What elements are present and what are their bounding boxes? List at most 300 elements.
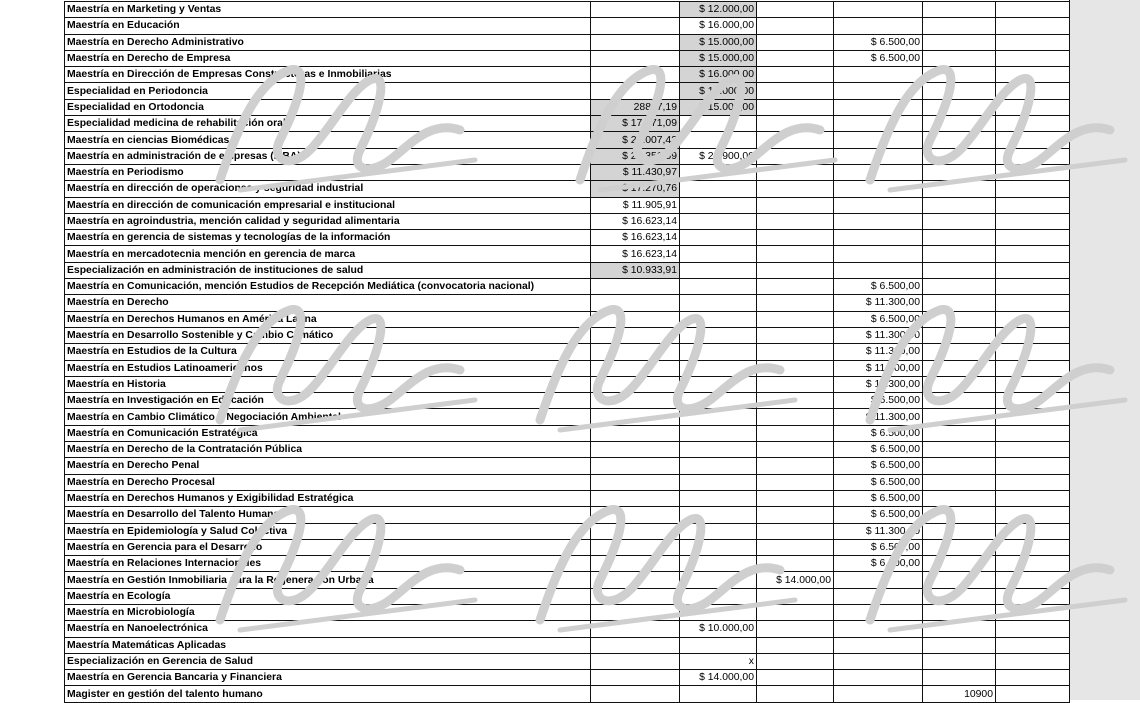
value-cell[interactable]: [591, 507, 680, 523]
value-cell[interactable]: [757, 279, 834, 295]
value-cell[interactable]: [591, 83, 680, 99]
value-cell[interactable]: [923, 230, 996, 246]
value-cell[interactable]: [996, 670, 1070, 686]
value-cell[interactable]: [923, 556, 996, 572]
program-name-cell[interactable]: Maestría en Derecho Administrativo: [65, 34, 591, 50]
value-cell[interactable]: [757, 83, 834, 99]
value-cell[interactable]: [757, 164, 834, 180]
value-cell[interactable]: [680, 376, 757, 392]
program-name-cell[interactable]: Especialidad en Periodoncia: [65, 83, 591, 99]
value-cell[interactable]: [996, 458, 1070, 474]
program-name-cell[interactable]: Maestría en Nanoelectrónica: [65, 621, 591, 637]
value-cell[interactable]: [591, 490, 680, 506]
value-cell[interactable]: [757, 425, 834, 441]
value-cell[interactable]: [923, 132, 996, 148]
value-cell[interactable]: $ 15.000,00: [680, 34, 757, 50]
value-cell[interactable]: [923, 295, 996, 311]
value-cell[interactable]: $ 6.500,00: [834, 539, 923, 555]
value-cell[interactable]: [923, 588, 996, 604]
program-name-cell[interactable]: Maestría en Marketing y Ventas: [65, 2, 591, 18]
program-name-cell[interactable]: Maestría en Gerencia para el Desarrollo: [65, 539, 591, 555]
value-cell[interactable]: $ 21.351,59: [591, 148, 680, 164]
program-name-cell[interactable]: Maestría en Investigación en Educación: [65, 393, 591, 409]
value-cell[interactable]: $ 10.000,00: [680, 621, 757, 637]
value-cell[interactable]: [996, 279, 1070, 295]
program-name-cell[interactable]: Especialidad medicina de rehabilitación oral: [65, 116, 591, 132]
value-cell[interactable]: [757, 213, 834, 229]
value-cell[interactable]: [591, 2, 680, 18]
value-cell[interactable]: [834, 83, 923, 99]
value-cell[interactable]: [923, 213, 996, 229]
value-cell[interactable]: [757, 442, 834, 458]
value-cell[interactable]: [591, 344, 680, 360]
value-cell[interactable]: [680, 197, 757, 213]
value-cell[interactable]: [996, 213, 1070, 229]
program-name-cell[interactable]: Maestría en Derechos Humanos en América Latina: [65, 311, 591, 327]
value-cell[interactable]: [834, 148, 923, 164]
program-name-cell[interactable]: Maestría en Cambio Climático y Negociación Ambiental: [65, 409, 591, 425]
value-cell[interactable]: [996, 164, 1070, 180]
value-cell[interactable]: [923, 507, 996, 523]
value-cell[interactable]: [757, 197, 834, 213]
value-cell[interactable]: $ 17.971,09: [591, 116, 680, 132]
value-cell[interactable]: [591, 653, 680, 669]
value-cell[interactable]: $ 15.000,00: [680, 99, 757, 115]
value-cell[interactable]: [923, 360, 996, 376]
value-cell[interactable]: [996, 523, 1070, 539]
value-cell[interactable]: [834, 246, 923, 262]
value-cell[interactable]: [680, 246, 757, 262]
program-name-cell[interactable]: Maestría Matemáticas Aplicadas: [65, 637, 591, 653]
value-cell[interactable]: [923, 653, 996, 669]
value-cell[interactable]: [923, 164, 996, 180]
value-cell[interactable]: [996, 83, 1070, 99]
value-cell[interactable]: [591, 556, 680, 572]
value-cell[interactable]: [834, 18, 923, 34]
value-cell[interactable]: [834, 197, 923, 213]
value-cell[interactable]: [757, 376, 834, 392]
value-cell[interactable]: [923, 262, 996, 278]
value-cell[interactable]: [591, 458, 680, 474]
value-cell[interactable]: [996, 490, 1070, 506]
value-cell[interactable]: $ 11.300,00: [834, 409, 923, 425]
value-cell[interactable]: [834, 604, 923, 620]
value-cell[interactable]: [834, 230, 923, 246]
value-cell[interactable]: [757, 507, 834, 523]
value-cell[interactable]: [757, 621, 834, 637]
value-cell[interactable]: [680, 327, 757, 343]
value-cell[interactable]: [923, 246, 996, 262]
value-cell[interactable]: [834, 588, 923, 604]
program-name-cell[interactable]: Maestría en Derechos Humanos y Exigibilidad Estratégica: [65, 490, 591, 506]
value-cell[interactable]: [834, 99, 923, 115]
value-cell[interactable]: [591, 18, 680, 34]
value-cell[interactable]: [591, 425, 680, 441]
value-cell[interactable]: [757, 148, 834, 164]
value-cell[interactable]: [680, 262, 757, 278]
value-cell[interactable]: [680, 523, 757, 539]
value-cell[interactable]: [923, 311, 996, 327]
value-cell[interactable]: [757, 653, 834, 669]
value-cell[interactable]: [996, 442, 1070, 458]
value-cell[interactable]: [680, 556, 757, 572]
value-cell[interactable]: [996, 181, 1070, 197]
value-cell[interactable]: [996, 2, 1070, 18]
value-cell[interactable]: [757, 116, 834, 132]
value-cell[interactable]: [591, 670, 680, 686]
value-cell[interactable]: [591, 393, 680, 409]
program-name-cell[interactable]: Maestría en Derecho Procesal: [65, 474, 591, 490]
value-cell[interactable]: [680, 572, 757, 588]
value-cell[interactable]: $ 11.300,00: [834, 376, 923, 392]
value-cell[interactable]: [996, 295, 1070, 311]
value-cell[interactable]: [757, 523, 834, 539]
value-cell[interactable]: [757, 670, 834, 686]
value-cell[interactable]: $ 6.500,00: [834, 442, 923, 458]
value-cell[interactable]: [996, 507, 1070, 523]
value-cell[interactable]: [923, 621, 996, 637]
value-cell[interactable]: [680, 230, 757, 246]
program-name-cell[interactable]: Maestría en Derecho de la Contratación Pública: [65, 442, 591, 458]
value-cell[interactable]: [757, 458, 834, 474]
value-cell[interactable]: [757, 311, 834, 327]
value-cell[interactable]: [680, 490, 757, 506]
value-cell[interactable]: [591, 604, 680, 620]
value-cell[interactable]: [834, 572, 923, 588]
value-cell[interactable]: $ 15.000,00: [680, 50, 757, 66]
value-cell[interactable]: [996, 116, 1070, 132]
value-cell[interactable]: [996, 474, 1070, 490]
value-cell[interactable]: [996, 230, 1070, 246]
value-cell[interactable]: [834, 164, 923, 180]
value-cell[interactable]: [591, 295, 680, 311]
value-cell[interactable]: [996, 99, 1070, 115]
value-cell[interactable]: [591, 588, 680, 604]
program-name-cell[interactable]: Maestría en gerencia de sistemas y tecnologías de la información: [65, 230, 591, 246]
value-cell[interactable]: $ 11.300,00: [834, 360, 923, 376]
value-cell[interactable]: [591, 376, 680, 392]
table-row: [65, 67, 1070, 83]
value-cell[interactable]: [757, 18, 834, 34]
value-cell[interactable]: $ 11.300,00: [834, 295, 923, 311]
program-name-cell[interactable]: Maestría en Epidemiología y Salud Colectiva: [65, 523, 591, 539]
value-cell[interactable]: $ 6.500,00: [834, 474, 923, 490]
value-cell[interactable]: [757, 2, 834, 18]
value-cell[interactable]: [923, 148, 996, 164]
value-cell[interactable]: [591, 621, 680, 637]
program-name-cell[interactable]: Especialización en Gerencia de Salud: [65, 653, 591, 669]
value-cell[interactable]: $ 10.933,91: [591, 262, 680, 278]
program-name-cell[interactable]: Maestría en Estudios de la Cultura: [65, 344, 591, 360]
value-cell[interactable]: [591, 34, 680, 50]
value-cell[interactable]: $ 6.500,00: [834, 458, 923, 474]
value-cell[interactable]: $ 6.500,00: [834, 556, 923, 572]
value-cell[interactable]: $ 6.500,00: [834, 490, 923, 506]
program-name-cell[interactable]: Maestría en dirección de comunicación empresarial e institucional: [65, 197, 591, 213]
program-name-cell[interactable]: Maestría en Gerencia Bancaria y Financiera: [65, 670, 591, 686]
value-cell[interactable]: [996, 376, 1070, 392]
value-cell[interactable]: [996, 425, 1070, 441]
value-cell[interactable]: $ 6.500,00: [834, 34, 923, 50]
value-cell[interactable]: [757, 556, 834, 572]
value-cell[interactable]: $ 16.623,14: [591, 213, 680, 229]
value-cell[interactable]: $ 11.905,91: [591, 197, 680, 213]
value-cell[interactable]: [757, 604, 834, 620]
value-cell[interactable]: [757, 181, 834, 197]
value-cell[interactable]: [591, 572, 680, 588]
value-cell[interactable]: [834, 653, 923, 669]
value-cell[interactable]: [757, 246, 834, 262]
value-cell[interactable]: [680, 507, 757, 523]
value-cell[interactable]: [757, 327, 834, 343]
value-cell[interactable]: [923, 490, 996, 506]
value-cell[interactable]: [923, 523, 996, 539]
program-name-cell[interactable]: Maestría en Derecho: [65, 295, 591, 311]
value-cell[interactable]: [923, 18, 996, 34]
value-cell[interactable]: [923, 670, 996, 686]
value-cell[interactable]: [757, 539, 834, 555]
program-name-cell[interactable]: Maestría en Derecho de Empresa: [65, 50, 591, 66]
value-cell[interactable]: [834, 670, 923, 686]
program-name-cell[interactable]: Maestría en ciencias Biomédicas: [65, 132, 591, 148]
value-cell[interactable]: [923, 604, 996, 620]
table-row: [65, 409, 1070, 425]
program-name-cell[interactable]: Especialización en administración de instituciones de salud: [65, 262, 591, 278]
value-cell[interactable]: [923, 327, 996, 343]
value-cell[interactable]: [680, 637, 757, 653]
value-cell[interactable]: [680, 360, 757, 376]
value-cell[interactable]: [757, 474, 834, 490]
value-cell[interactable]: [757, 262, 834, 278]
value-cell[interactable]: [757, 490, 834, 506]
value-cell[interactable]: $ 6.500,00: [834, 425, 923, 441]
value-cell[interactable]: [996, 539, 1070, 555]
value-cell[interactable]: [591, 539, 680, 555]
program-name-cell[interactable]: Maestría en Dirección de Empresas Constructoras e Inmobiliarias: [65, 67, 591, 83]
value-cell[interactable]: [996, 197, 1070, 213]
value-cell[interactable]: $ 6.500,00: [834, 50, 923, 66]
value-cell[interactable]: [834, 67, 923, 83]
value-cell[interactable]: [996, 637, 1070, 653]
value-cell[interactable]: [996, 327, 1070, 343]
value-cell[interactable]: [923, 181, 996, 197]
value-cell[interactable]: [834, 621, 923, 637]
value-cell[interactable]: [591, 327, 680, 343]
value-cell[interactable]: $ 12.000,00: [680, 83, 757, 99]
value-cell[interactable]: [996, 393, 1070, 409]
value-cell[interactable]: [996, 604, 1070, 620]
value-cell[interactable]: $ 11.430,97: [591, 164, 680, 180]
value-cell[interactable]: $ 6.500,00: [834, 311, 923, 327]
value-cell[interactable]: $ 17.270,76: [591, 181, 680, 197]
value-cell[interactable]: [757, 588, 834, 604]
value-cell[interactable]: $ 24.007,43: [591, 132, 680, 148]
value-cell[interactable]: [996, 409, 1070, 425]
value-cell[interactable]: [757, 393, 834, 409]
value-cell[interactable]: [923, 67, 996, 83]
value-cell[interactable]: [923, 637, 996, 653]
program-name-cell[interactable]: Maestría en Desarrollo Sostenible y Cambio Climático: [65, 327, 591, 343]
value-cell[interactable]: [591, 409, 680, 425]
value-cell[interactable]: $ 6.500,00: [834, 393, 923, 409]
value-cell[interactable]: [923, 474, 996, 490]
value-cell[interactable]: $ 16.000,00: [680, 18, 757, 34]
program-name-cell[interactable]: Magister en gestión del talento humano: [65, 686, 591, 702]
program-name-cell[interactable]: Maestría en mercadotecnia mención en gerencia de marca: [65, 246, 591, 262]
table-row: [65, 116, 1070, 132]
program-name-cell[interactable]: Maestría en agroindustria, mención calidad y seguridad alimentaria: [65, 213, 591, 229]
value-cell[interactable]: $ 6.500,00: [834, 279, 923, 295]
value-cell[interactable]: [923, 2, 996, 18]
program-name-cell[interactable]: Maestría en Historia: [65, 376, 591, 392]
value-cell[interactable]: [680, 295, 757, 311]
program-name-cell[interactable]: Maestría en Relaciones Internacionales: [65, 556, 591, 572]
value-cell[interactable]: $ 11.300,00: [834, 344, 923, 360]
value-cell[interactable]: [996, 360, 1070, 376]
value-cell[interactable]: [996, 621, 1070, 637]
value-cell[interactable]: [923, 409, 996, 425]
value-cell[interactable]: [680, 474, 757, 490]
program-name-cell[interactable]: Maestría en Periodismo: [65, 164, 591, 180]
value-cell[interactable]: [757, 409, 834, 425]
program-name-cell[interactable]: Maestría en Educación: [65, 18, 591, 34]
program-name-cell[interactable]: Especialidad en Ortodoncia: [65, 99, 591, 115]
value-cell[interactable]: $ 16.623,14: [591, 246, 680, 262]
value-cell[interactable]: [996, 34, 1070, 50]
value-cell[interactable]: [591, 474, 680, 490]
program-name-cell[interactable]: Maestría en Comunicación, mención Estudios de Recepción Mediática (convocatoria nacional): [65, 279, 591, 295]
value-cell[interactable]: [834, 213, 923, 229]
value-cell[interactable]: [680, 311, 757, 327]
value-cell[interactable]: [996, 588, 1070, 604]
value-cell[interactable]: $ 16.000,00: [680, 67, 757, 83]
value-cell[interactable]: [680, 344, 757, 360]
value-cell[interactable]: [996, 18, 1070, 34]
value-cell[interactable]: $ 12.000,00: [680, 2, 757, 18]
value-cell[interactable]: [834, 262, 923, 278]
value-cell[interactable]: [757, 344, 834, 360]
value-cell[interactable]: [923, 344, 996, 360]
value-cell[interactable]: [996, 572, 1070, 588]
value-cell[interactable]: [680, 588, 757, 604]
program-name-cell[interactable]: Maestría en Desarrollo del Talento Humano: [65, 507, 591, 523]
value-cell[interactable]: [923, 116, 996, 132]
value-cell[interactable]: [591, 360, 680, 376]
value-cell[interactable]: [834, 116, 923, 132]
value-cell[interactable]: [680, 539, 757, 555]
program-name-cell[interactable]: Maestría en Ecología: [65, 588, 591, 604]
value-cell[interactable]: [834, 132, 923, 148]
value-cell[interactable]: [757, 99, 834, 115]
value-cell[interactable]: $ 14.000,00: [680, 670, 757, 686]
program-name-cell[interactable]: Maestría en Comunicación Estratégica: [65, 425, 591, 441]
value-cell[interactable]: [923, 34, 996, 50]
value-cell[interactable]: [834, 637, 923, 653]
value-cell[interactable]: [757, 637, 834, 653]
value-cell[interactable]: [923, 442, 996, 458]
value-cell[interactable]: 28867,19: [591, 99, 680, 115]
value-cell[interactable]: [996, 246, 1070, 262]
value-cell[interactable]: [757, 34, 834, 50]
value-cell[interactable]: [591, 67, 680, 83]
value-cell[interactable]: [680, 116, 757, 132]
value-cell[interactable]: $ 11.300,00: [834, 523, 923, 539]
value-cell[interactable]: [591, 523, 680, 539]
value-cell[interactable]: [680, 164, 757, 180]
value-cell[interactable]: [923, 572, 996, 588]
value-cell[interactable]: [996, 67, 1070, 83]
value-cell[interactable]: [680, 393, 757, 409]
value-cell[interactable]: [923, 197, 996, 213]
value-cell[interactable]: [591, 311, 680, 327]
value-cell[interactable]: [996, 344, 1070, 360]
value-cell[interactable]: [680, 279, 757, 295]
value-cell[interactable]: [923, 83, 996, 99]
value-cell[interactable]: [923, 50, 996, 66]
value-cell[interactable]: [923, 279, 996, 295]
value-cell[interactable]: [591, 50, 680, 66]
program-name-cell[interactable]: Maestría en Microbiología: [65, 604, 591, 620]
value-cell[interactable]: [996, 556, 1070, 572]
value-cell[interactable]: [591, 442, 680, 458]
value-cell[interactable]: [591, 637, 680, 653]
value-cell[interactable]: [923, 458, 996, 474]
value-cell[interactable]: x: [680, 653, 757, 669]
value-cell[interactable]: [923, 376, 996, 392]
value-cell[interactable]: [757, 67, 834, 83]
program-name-cell[interactable]: Maestría en dirección de operaciones y seguridad industrial: [65, 181, 591, 197]
value-cell[interactable]: [680, 132, 757, 148]
value-cell[interactable]: [834, 2, 923, 18]
table-row: [65, 181, 1070, 197]
value-cell[interactable]: [757, 230, 834, 246]
value-cell[interactable]: [757, 132, 834, 148]
value-cell[interactable]: [923, 99, 996, 115]
value-cell[interactable]: [680, 458, 757, 474]
value-cell[interactable]: [680, 213, 757, 229]
value-cell[interactable]: [923, 539, 996, 555]
value-cell[interactable]: $ 20.900,00: [680, 148, 757, 164]
value-cell[interactable]: [757, 50, 834, 66]
value-cell[interactable]: [996, 311, 1070, 327]
value-cell[interactable]: [757, 360, 834, 376]
value-cell[interactable]: $ 16.623,14: [591, 230, 680, 246]
program-name-cell[interactable]: Maestría en Estudios Latinoamericanos: [65, 360, 591, 376]
value-cell[interactable]: [757, 295, 834, 311]
program-name-cell[interactable]: Maestría en Derecho Penal: [65, 458, 591, 474]
value-cell[interactable]: [680, 409, 757, 425]
program-name-cell[interactable]: Maestría en Gestión Inmobiliaria para la Regeneración Urbana: [65, 572, 591, 588]
program-name-cell[interactable]: Maestría en administración de empresas (MBA): [65, 148, 591, 164]
value-cell[interactable]: [996, 132, 1070, 148]
value-cell[interactable]: $ 11.300,00: [834, 327, 923, 343]
value-cell[interactable]: [680, 604, 757, 620]
value-cell[interactable]: 10900: [923, 686, 996, 702]
value-cell[interactable]: [996, 653, 1070, 669]
value-cell[interactable]: $ 6.500,00: [834, 507, 923, 523]
value-cell[interactable]: [923, 393, 996, 409]
value-cell[interactable]: [680, 425, 757, 441]
value-cell[interactable]: [680, 181, 757, 197]
value-cell[interactable]: [996, 148, 1070, 164]
value-cell[interactable]: $ 14.000,00: [757, 572, 834, 588]
value-cell[interactable]: [834, 181, 923, 197]
value-cell[interactable]: [680, 442, 757, 458]
value-cell[interactable]: [996, 50, 1070, 66]
value-cell[interactable]: [923, 425, 996, 441]
value-cell[interactable]: [591, 279, 680, 295]
value-cell[interactable]: [996, 262, 1070, 278]
